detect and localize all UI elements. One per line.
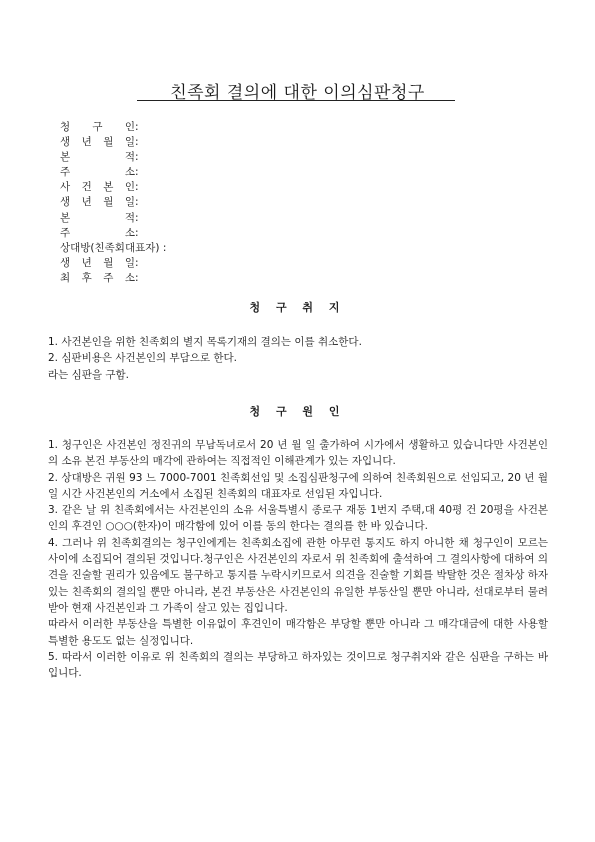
field-row — [60, 195, 360, 210]
field-colon: : — [135, 196, 139, 209]
field-label-address: 주 소 — [60, 166, 135, 179]
field-colon: : — [135, 136, 139, 149]
field-row — [60, 150, 360, 165]
field-colon: : — [135, 211, 139, 224]
field-colon: : — [135, 226, 139, 239]
field-colon: : — [135, 151, 139, 164]
field-row — [60, 165, 360, 180]
field-label-claimant: 청 구 인 — [60, 121, 135, 133]
title-underline — [137, 100, 455, 101]
field-row — [60, 226, 360, 241]
purpose-line: 2. 심판비용은 사건본인의 부담으로 한다. — [48, 352, 237, 365]
reasons-heading: 청 구 원 인 — [249, 405, 346, 418]
field-row — [60, 241, 360, 256]
field-row — [60, 271, 360, 286]
reason-paragraph: 2. 상대방은 귀원 93 느 7000-7001 친족회선임 및 소집심판청구에 의하여 친족회원으로 선임되고, 20 년 월 일 시간 사건본인의 거소에서 소집된 친족회의 대표자로 선임된 자입니다. — [48, 471, 548, 500]
field-label-domicile: 본 적 — [60, 211, 135, 224]
field-label-domicile: 본 적 — [60, 151, 135, 164]
field-label-birthdate: 생 년 월 일 — [60, 136, 135, 149]
purpose-line: 1. 사건본인을 위한 친족회의 별지 목록기재의 결의는 이를 취소한다. — [48, 336, 362, 348]
field-colon: : — [135, 166, 139, 179]
party-fields — [60, 120, 360, 286]
field-label-birthdate: 생 년 월 일 — [60, 256, 135, 269]
reason-paragraph: 5. 따라서 이러한 이유로 위 친족회의 결의는 부당하고 하자있는 것이므로 청구취지와 같은 심판을 구하는 바입니다. — [48, 650, 548, 680]
document-title: 친족회 결의에 대한 이의심판청구 — [170, 83, 425, 103]
purpose-body — [48, 334, 548, 383]
field-label-address: 주 소 — [60, 226, 135, 239]
field-label-last-address: 최 후 주 소 — [60, 271, 135, 284]
purpose-line: 라는 심판을 구함. — [48, 368, 130, 381]
reasons-body — [48, 437, 548, 681]
field-colon: : — [135, 271, 139, 284]
field-row — [60, 211, 360, 226]
reason-paragraph: 3. 같은 날 위 친족회에서는 사건본인의 소유 서울특별시 종로구 재동 1번지 주택,대 40평 건 20평을 사건본인의 후견인 ○○○(한자)이 매각함에 있어 이를 동의 한다는 결의를 한 바 있습니다. — [48, 504, 548, 533]
purpose-heading: 청 구 취 지 — [249, 301, 346, 314]
field-row — [60, 120, 360, 135]
field-label-respondent: 상대방(친족회대표자) : — [60, 241, 167, 254]
field-colon: : — [135, 181, 139, 194]
field-row — [60, 135, 360, 150]
field-row — [60, 256, 360, 271]
field-row — [60, 180, 360, 195]
reason-paragraph: 4. 그러나 위 친족회결의는 청구인에게는 친족회소집에 관한 아무런 통지도 하지 아니한 채 청구인이 모르는 사이에 소집되어 결의된 것입니다.청구인은 사건본인의 자로서 위 친족회에 출석하여 그 결의사항에 대하여 의견을 진술할 권리가 있음에도 불구하고 통지를 누락시키므로서 의견을 진술할 기회를 박탈한 것은 절차상 하자있는 친족회의 결의일 뿐만 아니라, 본건 부동산은 사건본인의 유일한 부동산일 뿐만 아니라, 선대로부터 물려받아 현재 사건본인과 그 가족이 살고 있는 집입니다. — [48, 536, 548, 614]
field-colon: : — [135, 121, 139, 133]
reason-paragraph: 1. 청구인은 사건본인 정진귀의 무남독녀로서 20 년 월 일 출가하여 시가에서 생활하고 있습니다만 사건본인의 소유 본건 부동산의 매각에 관하여는 직접적인 이해관계가 있는 자입니다. — [48, 439, 548, 468]
field-colon: : — [135, 256, 139, 269]
reason-paragraph: 따라서 이러한 부동산을 특별한 이유없이 후견인이 매각함은 부당할 뿐만 아니라 그 매각대금에 대한 사용할 특별한 용도도 없는 실정입니다. — [48, 618, 548, 647]
field-label-birthdate: 생 년 월 일 — [60, 196, 135, 209]
field-label-principal: 사 건 본 인 — [60, 181, 135, 194]
